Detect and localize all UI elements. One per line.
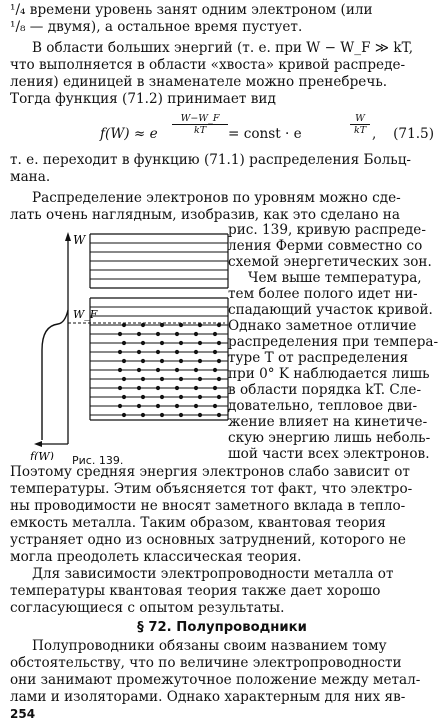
axis-w-label: W — [73, 233, 86, 247]
electron-dot — [217, 377, 221, 381]
text-line: лать очень наглядным, изобразив, как это сделано на — [10, 207, 400, 223]
electron-dot — [160, 395, 164, 399]
electron-dot — [217, 341, 221, 345]
electron-dot — [141, 377, 145, 381]
text-line: жение влияет на кинетиче- — [228, 414, 428, 430]
electron-dot — [122, 323, 126, 327]
electron-dot — [137, 350, 141, 354]
formula-comma: , — [372, 126, 377, 142]
electron-dot — [194, 350, 198, 354]
electron-dot — [179, 359, 183, 363]
electron-dot — [213, 386, 217, 390]
fermi-distribution-diagram — [30, 230, 230, 460]
electron-dot — [198, 359, 202, 363]
formula-71-5 — [100, 114, 434, 150]
text-line: Распределение электронов по уровням можно сде- — [32, 190, 401, 206]
electron-dot — [141, 359, 145, 363]
text-line: тем более полого идет ни- — [228, 286, 418, 302]
electron-dot — [118, 368, 122, 372]
electron-dot — [194, 386, 198, 390]
text-line: распределения при темпера- — [228, 334, 439, 350]
electron-dot — [198, 395, 202, 399]
electron-dot — [213, 404, 217, 408]
text-line: Однако заметное отличие — [228, 318, 417, 334]
electron-dot — [175, 404, 179, 408]
text-line: могла преодолеть классическая теория. — [10, 549, 302, 565]
electron-dot — [122, 413, 126, 417]
electron-dot — [217, 359, 221, 363]
electron-dot — [160, 377, 164, 381]
text-line: лами и изоляторами. Однако характерным для них яв- — [10, 689, 406, 705]
book-page — [10, 0, 439, 721]
electron-dot — [175, 332, 179, 336]
text-line: обстоятельству, что по величине электропроводности — [10, 655, 402, 671]
text-line: спадающий участок кривой. — [228, 302, 433, 318]
electron-dot — [217, 323, 221, 327]
text-line: Тогда функция (71.2) принимает вид — [10, 91, 276, 107]
text-line: при 0° K наблюдается лишь — [228, 366, 430, 382]
page-number: 254 — [10, 707, 36, 721]
exponent-2-numerator: W — [350, 113, 370, 125]
electron-dot — [141, 323, 145, 327]
electron-dot — [160, 413, 164, 417]
electron-dot — [194, 404, 198, 408]
formula-middle: = const · e — [228, 126, 302, 142]
electron-dot — [118, 350, 122, 354]
text-line: согласующиеся с опытом результаты. — [10, 600, 285, 616]
energy-axis-arrow — [65, 232, 71, 241]
electron-dot — [118, 404, 122, 408]
electron-dot — [179, 413, 183, 417]
electron-dot — [175, 386, 179, 390]
electron-dot — [217, 395, 221, 399]
text-line: В области больших энергий (т. е. при W − W_F ≫ kT, — [32, 40, 414, 56]
electron-dot — [141, 413, 145, 417]
text-line: устраняет одно из основных затруднений, которого не — [10, 532, 406, 548]
formula-number: (71.5) — [393, 126, 434, 142]
text-line: они занимают промежуточное положение между метал- — [10, 672, 421, 688]
fermi-level-label: W_F — [73, 308, 98, 321]
electron-dot — [137, 332, 141, 336]
energy-band-diagram — [90, 234, 228, 420]
exponent-1-numerator: W−W_F — [172, 113, 228, 125]
text-line: ¹/₄ времени уровень занят одним электроном (или — [10, 2, 373, 18]
electron-dot — [179, 377, 183, 381]
electron-dot — [118, 386, 122, 390]
text-line: температуры квантовая теория также дает хорошо — [10, 583, 381, 599]
electron-dot — [194, 332, 198, 336]
text-line: шой части всех электронов. — [228, 446, 430, 462]
axis-f-label: f(W) — [30, 450, 54, 460]
electron-dot — [141, 395, 145, 399]
exponent-1-denominator: kT — [193, 125, 207, 136]
electron-dot — [217, 413, 221, 417]
text-line: рис. 139, кривую распреде- — [228, 222, 426, 238]
text-line: мана. — [10, 169, 51, 185]
electron-dot — [198, 341, 202, 345]
electron-dot — [198, 323, 202, 327]
electron-dot — [156, 350, 160, 354]
figure-caption: Рис. 139. — [72, 454, 124, 467]
formula-exponent-1 — [172, 113, 228, 136]
text-line: ¹/₈ — двумя), а остальное время пустует. — [10, 19, 303, 35]
electron-dot — [179, 323, 183, 327]
electron-dot — [213, 332, 217, 336]
text-line: Для зависимости электропроводности металла от — [32, 566, 394, 582]
text-line: т. е. переходит в функцию (71.1) распределения Больц- — [10, 152, 412, 168]
text-line: в области порядка kT. Сле- — [228, 382, 422, 398]
electron-dot — [156, 386, 160, 390]
electron-dot — [213, 350, 217, 354]
electron-dot — [156, 368, 160, 372]
text-line: ны проводимости не вносят заметного вклада в тепло- — [10, 498, 406, 514]
electron-dot — [156, 404, 160, 408]
electron-dot — [122, 395, 126, 399]
text-line: туре T от распределения — [228, 350, 409, 366]
electron-dot — [137, 404, 141, 408]
electron-dot — [213, 368, 217, 372]
text-line: температуры. Этим объясняется тот факт, что электро- — [10, 481, 413, 497]
electron-dot — [175, 350, 179, 354]
electron-dot — [175, 368, 179, 372]
f-axis-arrow — [34, 441, 42, 447]
text-line: Полупроводники обязаны своим названием тому — [32, 638, 387, 654]
electron-dot — [122, 377, 126, 381]
electron-dot — [156, 332, 160, 336]
electron-dot — [122, 359, 126, 363]
electron-dot — [160, 323, 164, 327]
text-line: Поэтому средняя энергия электронов слабо зависит от — [10, 464, 410, 480]
formula-lhs: f(W) ≈ e — [100, 126, 158, 142]
electron-dot — [122, 341, 126, 345]
electron-dot — [160, 341, 164, 345]
electron-dot — [160, 359, 164, 363]
fermi-curve — [42, 310, 68, 440]
electron-dot — [141, 341, 145, 345]
electron-dot — [198, 413, 202, 417]
electron-dot — [137, 368, 141, 372]
text-line: довательно, тепловое дви- — [228, 398, 418, 414]
text-line: что выполняется в области «хвоста» кривой распреде- — [10, 57, 406, 73]
text-line: емкость металла. Таким образом, квантовая теория — [10, 515, 386, 531]
exponent-2-denominator: kT — [353, 125, 367, 136]
section-heading: § 72. Полупроводники — [137, 620, 307, 635]
text-line: ления Ферми совместно со — [228, 238, 423, 254]
electron-dot — [179, 341, 183, 345]
electron-dot — [194, 368, 198, 372]
formula-exponent-2 — [350, 113, 370, 136]
text-line: ления) единицей в знаменателе можно пренебречь. — [10, 74, 388, 90]
electron-dot — [137, 386, 141, 390]
electron-dot — [118, 332, 122, 336]
electron-dot — [198, 377, 202, 381]
electron-dot — [179, 395, 183, 399]
text-line: схемой энергетических зон. — [228, 254, 432, 270]
text-line: Чем выше температура, — [248, 270, 422, 286]
text-line: скую энергию лишь неболь- — [228, 430, 431, 446]
figure-139 — [30, 230, 230, 460]
